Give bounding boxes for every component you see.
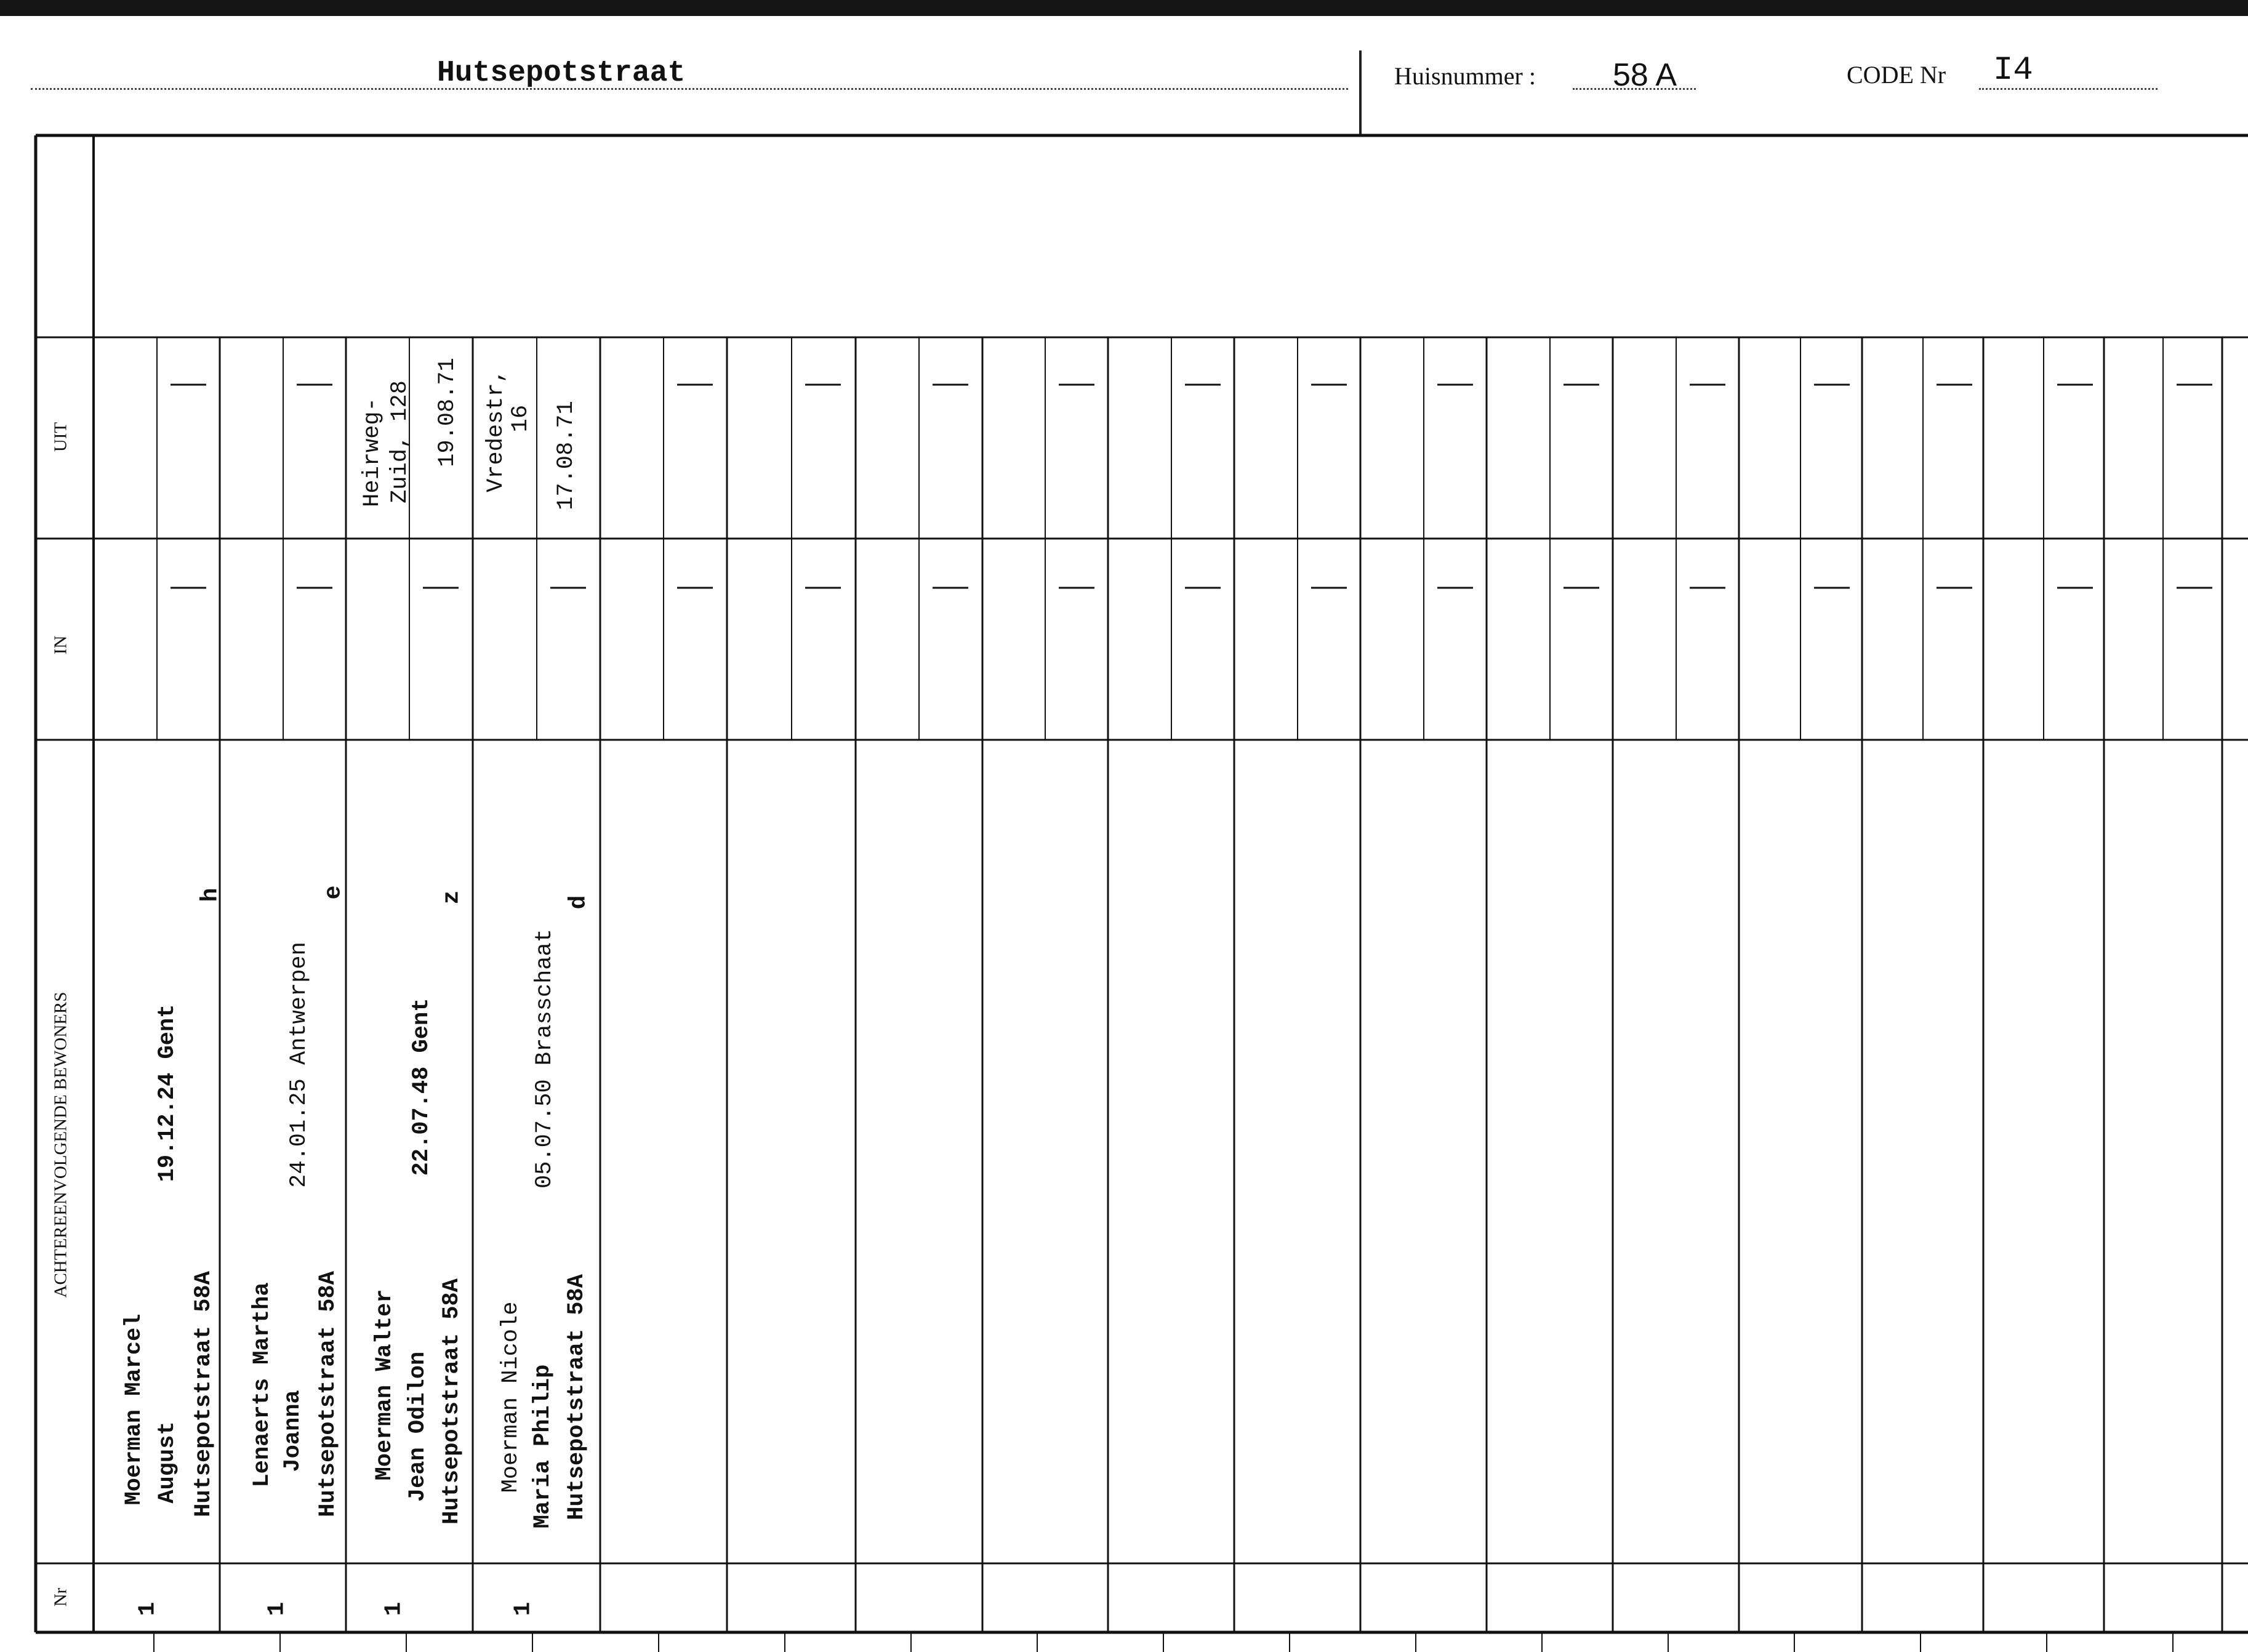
uit-date-3: 19.08.71 (435, 358, 460, 467)
resident-birth-3: 22.07.48 Gent (409, 998, 435, 1176)
street-name: Hutsepotstraat (437, 57, 686, 90)
uit-address-4a: Vredestr, (483, 369, 509, 492)
resident-birth-1: 19.12.24 Gent (155, 1004, 180, 1182)
code-value: I4 (1993, 52, 2033, 89)
resident-mark-2: e (320, 885, 347, 900)
resident-address-3: Hutsepotstraat 58A (439, 1278, 465, 1525)
resident-name-3b: Jean Odilon (405, 1351, 431, 1502)
resident-name-2b: Joanna (280, 1390, 306, 1472)
huisnummer-value: 58 A (1613, 57, 1677, 93)
huisnummer-label: Huisnummer : (1394, 62, 1536, 90)
resident-address-2: Hutsepotstraat 58A (315, 1271, 341, 1517)
resident-name-3a: Moerman Walter (372, 1289, 398, 1481)
resident-name-1b: August (155, 1421, 180, 1504)
uit-row-label: UIT (50, 422, 71, 452)
resident-birth-4: 05.07.50 Brasschaat (532, 929, 558, 1189)
uit-address-3b: Zuid, 128 (387, 380, 413, 503)
resident-address-4: Hutsepotstraat 58A (564, 1274, 590, 1520)
in-row-label: IN (50, 635, 71, 655)
resident-name-2a: Lenaerts Martha (249, 1282, 275, 1488)
resident-mark-3: z (438, 890, 465, 905)
resident-name-1a: Moerman Marcel (121, 1313, 147, 1506)
uit-address-3a: Heirweg- (359, 398, 385, 507)
resident-name-4b: Maria Philip (530, 1364, 556, 1529)
code-label: CODE Nr (1847, 61, 1946, 89)
resident-birth-2: 24.01.25 Antwerpen (286, 942, 312, 1188)
resident-mark-4: d (565, 895, 592, 910)
bewoners-row-label: ACHTEREENVOLGENDE BEWONERS (50, 992, 71, 1298)
resident-name-4a: Moerman Nicole (498, 1301, 524, 1493)
uit-address-4b: 16 (508, 404, 534, 433)
resident-mark-1: h (197, 888, 224, 902)
nr-2: 1 (263, 1602, 291, 1616)
nr-4: 1 (510, 1602, 537, 1616)
nr-row-label: Nr (50, 1587, 71, 1607)
nr-1: 1 (134, 1602, 161, 1616)
uit-date-4: 17.08.71 (553, 401, 579, 510)
nr-3: 1 (380, 1602, 407, 1616)
resident-address-1: Hutsepotstraat 58A (191, 1271, 217, 1517)
